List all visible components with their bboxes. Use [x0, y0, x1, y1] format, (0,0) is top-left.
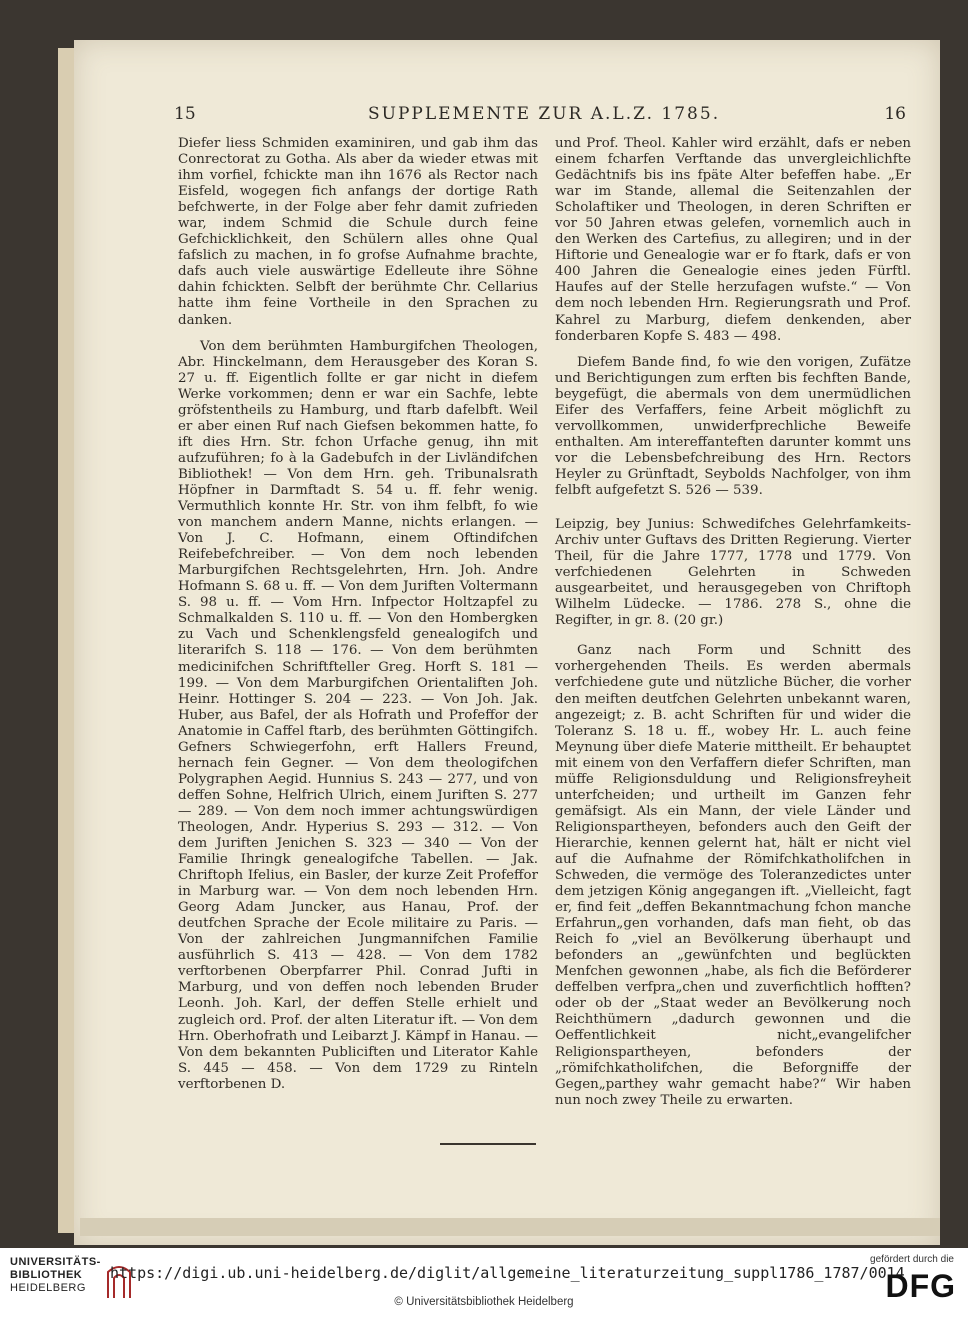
library-logo[interactable] [10, 1256, 102, 1295]
paragraph: Diefer liess Schmiden examiniren, und gab ihm das Conrectorat zu Gotha. Als aber da wieder etwas mit ihm vorfiel, fchickte man ihn 1676 als Rector nach Eisfeld, wogegen fich anfangs der dortige Rath befchwerte, in der Folge aber fehr damit zufrieden war, indem Schmid die Schule durch feine Gefchicklichkeit, den Schülern alles ohne Qual fafslich zu machen, in fo grofse Aufnahme brachte, dafs auch viele auswärtige Edelleute ihre Söhne dahin fchickten. Selbft der berühmte Chr. Cellarius hatte ihm feine Vortheile in den Sprachen zu danken. [178, 136, 538, 328]
permalink-url[interactable]: https://digi.ub.uni-heidelberg.de/diglit/allgemeine_literaturzeitung_suppl1786_1787/0014 [110, 1264, 905, 1282]
dfg-logo[interactable]: DFG [885, 1268, 956, 1304]
logo-line: BIBLIOTHEK [10, 1269, 83, 1281]
paragraph: Diefem Bande find, fo wie den vorigen, Zufätze und Berichtigungen zum erften bis fechften Bande, beygefügt, die abermals von dem unermüdlichen Eifer des Verfaffers, feine Arbeit möglichft zu vervollkommen, unwiderfprechliche Beweife enthalten. Am intereffanteften darunter kommt uns vor die Lebensbefchreibung des Hrn. Rectors Heyler zu Grünftadt, Seybolds Nachfolger, von ihm felbft aufgefetzt S. 526 — 539. [555, 354, 911, 498]
review-entry-heading: Leipzig, bey Junius: Schwedifches Gelehrfamkeits-Archiv unter Guftavs des Dritten Regierung. Vierter Theil, für die Jahre 1777, 1778 und 1779. Von verfchiedenen Gelehrten in Schweden ausgearbeitet, und herausgegeben von Chriftoph Wilhelm Lüdecke. — 1786. 278 S., ohne die Regifter, in gr. 8. (20 gr.) [555, 517, 911, 629]
viewer-footer [0, 1248, 968, 1318]
logo-line: HEIDELBERG [10, 1282, 86, 1294]
paragraph: Ganz nach Form und Schnitt des vorhergehenden Theils. Es werden abermals verfchiedene gute und nützliche Bücher, die vorher den meiften deutfchen Gelehrten unbekannt waren, angezeigt; z. B. acht Schriften für und wider die Toleranz S. 18 u. ff., wobey Hr. L. auch feine Meynung über diefe Materie mittheilt. Er behauptet mit einem von den Verfaffern diefer Schriften, man müffe Religionsduldung und Religionsfreyheit unterfcheiden; und urtheilt im Ganzen fehr gemäfsigt. Als ein Mann, der viele Länder und Religionspartheyen, befonders auch den Geift der Hierarchie, kennen gelernt hat, hält er nicht viel auf die Aufnahme der Römifchkatholifchen in Schweden, die vermöge des Toleranzedictes unter dem jetzigen König angegangen ift. „Vielleicht, fagt er, find feit „deffen Bekanntmachung fchon manche Erfahrun„gen vorhanden, dafs man fieht, ob das Reich fo „viel an Bevölkerung überhaupt und befonders an „gewünfchten und beglückten Menfchen gewonnen „habe, als fich die Beförderer deffelben verfpra„chen und zuverfichtlich hofften? oder ob der „Staat weder an Bevölkerung noch Reichthümern „dadurch gewonnen und die Oeffentlichkeit nicht„evangelifcher Religionspartheyen, befonders der „römifchkatholifchen, die Beforgniffe der Gegen„parthey wahr gemacht habe?“ Wir haben nun noch zwey Theile zu erwarten. [555, 643, 911, 1108]
page-header [100, 104, 910, 134]
funding-note: gefördert durch die [870, 1254, 954, 1265]
running-title: SUPPLEMENTE ZUR A.L.Z. 1785. [368, 104, 721, 124]
paragraph: Von dem berühmten Hamburgifchen Theologen, Abr. Hinckelmann, dem Herausgeber des Koran S. 27 u. ff. Eigentlich follte er gar nicht in diefem Werke vorkommen; denn er war ein Sachfe, lebte gröfstentheils zu Hamburg, und ftarb dafelbft. Weil er aber einen Ruf nach Giefsen bekommen hatte, fo ift dies Hrn. Str. fchon Urfache genug, ihn mit aufzuführen; fo à la Gadebufch in der Livländifchen Bibliothek! — Von dem Hrn. geh. Tribunalsrath Höpfner in Darmftadt S. 54 u. ff. fehr wenig. Vermuthlich konnte Hr. Str. von ihm felbft, fo wie von manchem andern Manne, nichts erlangen. — Von J. C. Hofmann, einem Oftindifchen Reifebefchreiber. — Von dem noch lebenden Marburgifchen Rechtsgelehrten, Hrn. Joh. Andre Hofmann S. 68 u. ff. — Von dem Juriften Voltermann S. 98 u. ff. — Vom Hrn. Infpector Holtzapfel zu Schmalkalden S. 110 u. ff. — Von den Hombergken zu Vach und Schenklengsfeld genealogifch und literarifch S. 118 — 176. — Von dem berühmten medicinifchen Schriftfteller Greg. Horft S. 181 — 199. — Von dem Marburgifchen Orientaliften Joh. Heinr. Hottinger S. 204 — 223. — Von Joh. Jak. Huber, aus Bafel, der als Hofrath und Profeffor der Anatomie in Caffel ftarb, des berühmten Göttingifch. Gefners Schwiegerfohn, erft Hallers Freund, hernach fein Gegner. — Von dem theologifchen Polygraphen Aegid. Hunnius S. 243 — 277, und von deffen Sohne, Helfrich Ulrich, einem Juriften S. 277 — 289. — Von dem noch immer achtungswürdigen Theologen, Andr. Hyperius S. 293 — 312. — Von dem Juriften Jenichen S. 323 — 340 — Von der Familie Ihringk genealogifche Tabellen. — Jak. Chriftoph Ifelius, ein Basler, der kurze Zeit Profeffor in Marburg war. — Von dem noch lebenden Hrn. Georg Adam Juncker, aus Hanau, Prof. der deutfchen Sprache der Ecole militaire zu Paris. — Von der zahlreichen Jungmannifchen Familie ausführlich S. 413 — 428. — Von dem 1782 verftorbenen Oberpfarrer Phil. Conrad Jufti in Marburg, und von deffen noch lebenden Bruder Leonh. Joh. Karl, der deffen Stelle erhielt und zugleich ord. Prof. der alten Literatur ift. — Von dem Hrn. Oberhofrath und Leibarzt J. Kämpf in Hanau. — Von dem bekannten Publiciften und Literator Kahle S. 445 — 458. — Von dem 1729 zu Rinteln verftorbenen D. [178, 338, 538, 1092]
page-number-left: 15 [174, 104, 196, 124]
page-bottom-edge [80, 1218, 940, 1236]
right-column [555, 136, 911, 1109]
paragraph: und Prof. Theol. Kahler wird erzählt, dafs er neben einem fcharfen Verftande das unvergleichlichfte Gedächtnifs bis ins fpäte Alter befeffen habe. „Er war im Stande, allemal die Seitenzahlen der Scholaftiker und Theologen, in deren Schriften er vor 50 Jahren etwas gelefen, vornemlich auch in den Werken des Cartefius, zu allegiren; und in der Hiftorie und Genealogie war er fo ftark, dafs er von 400 Jahren die Genealogie eines jeden Fürftl. Haufes auf der Stelle herzufagen wufste.“ — Von dem noch lebenden Hrn. Regierungsrath und Prof. Kahrel zu Marburg, diefem denkenden, aber fonderbaren Kopfe S. 483 — 498. [555, 136, 911, 344]
left-column [178, 136, 538, 1093]
page-number-right: 16 [884, 104, 906, 124]
copyright-notice: © Universitätsbibliothek Heidelberg [394, 1296, 574, 1308]
logo-line: UNIVERSITÄTS- [10, 1256, 101, 1268]
section-rule [440, 1143, 536, 1145]
